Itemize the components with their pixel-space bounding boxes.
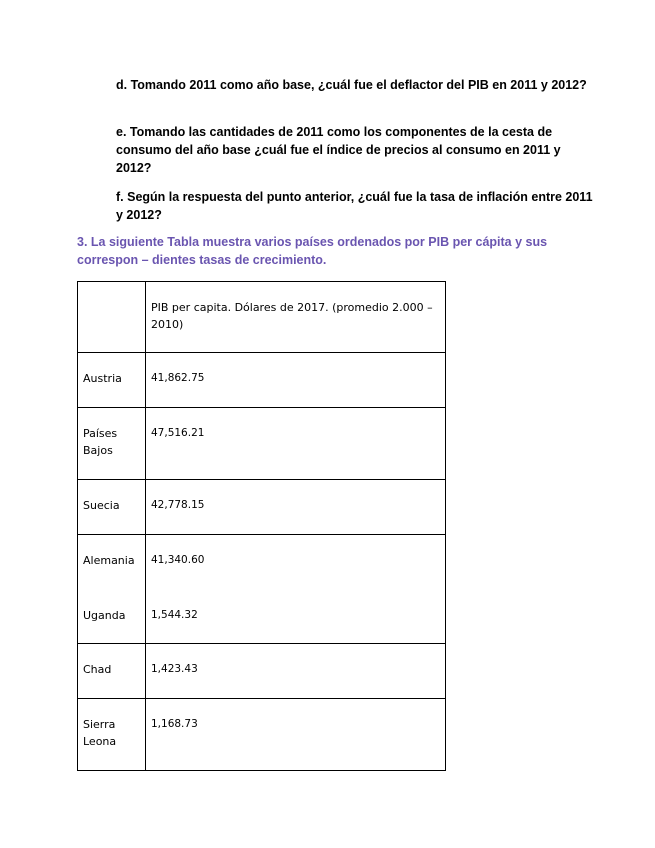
question-e: e. Tomando las cantidades de 2011 como los componentes de la cesta de consumo del año base ¿cuál fue el índice de precios al consumo en 2011 y 2012? [116,125,561,175]
country-cell: Chad [78,644,146,699]
value-cell: 42,778.15 [146,480,446,535]
header-country-cell [78,282,146,353]
value-cell [146,535,446,644]
table-header-row [78,282,446,353]
value-cell: 1,168.73 [146,699,446,771]
table-row [78,535,446,644]
country-cell: Austria [78,353,146,408]
value-cell: 47,516.21 [146,408,446,480]
country-cell: Países Bajos [78,408,146,480]
value-cell: 41,862.75 [146,353,446,408]
country-label: Alemania [83,554,135,567]
value-cell: 1,423.43 [146,644,446,699]
table-row [78,644,446,699]
section-heading: 3. La siguiente Tabla muestra varios países ordenados por PIB per cápita y sus correspon – dientes tasas de crecimiento. [77,235,548,267]
table-row [78,480,446,535]
table-row [78,699,446,771]
country-label: Uganda [83,609,126,622]
country-cell: Suecia [78,480,146,535]
question-d: d. Tomando 2011 como año base, ¿cuál fue el deflactor del PIB en 2011 y 2012? [116,78,587,92]
table-row [78,353,446,408]
value-label: 41,340.60 [151,554,205,566]
table-row [78,408,446,480]
country-cell [78,535,146,644]
question-f: f. Según la respuesta del punto anterior, ¿cuál fue la tasa de inflación entre 2011 y 2012? [116,190,593,222]
country-cell: Sierra Leona [78,699,146,771]
gdp-per-capita-table [77,281,446,771]
value-label: 1,544.32 [151,609,198,621]
header-value-cell: PIB per capita. Dólares de 2017. (promedio 2.000 – 2010) [146,282,446,353]
